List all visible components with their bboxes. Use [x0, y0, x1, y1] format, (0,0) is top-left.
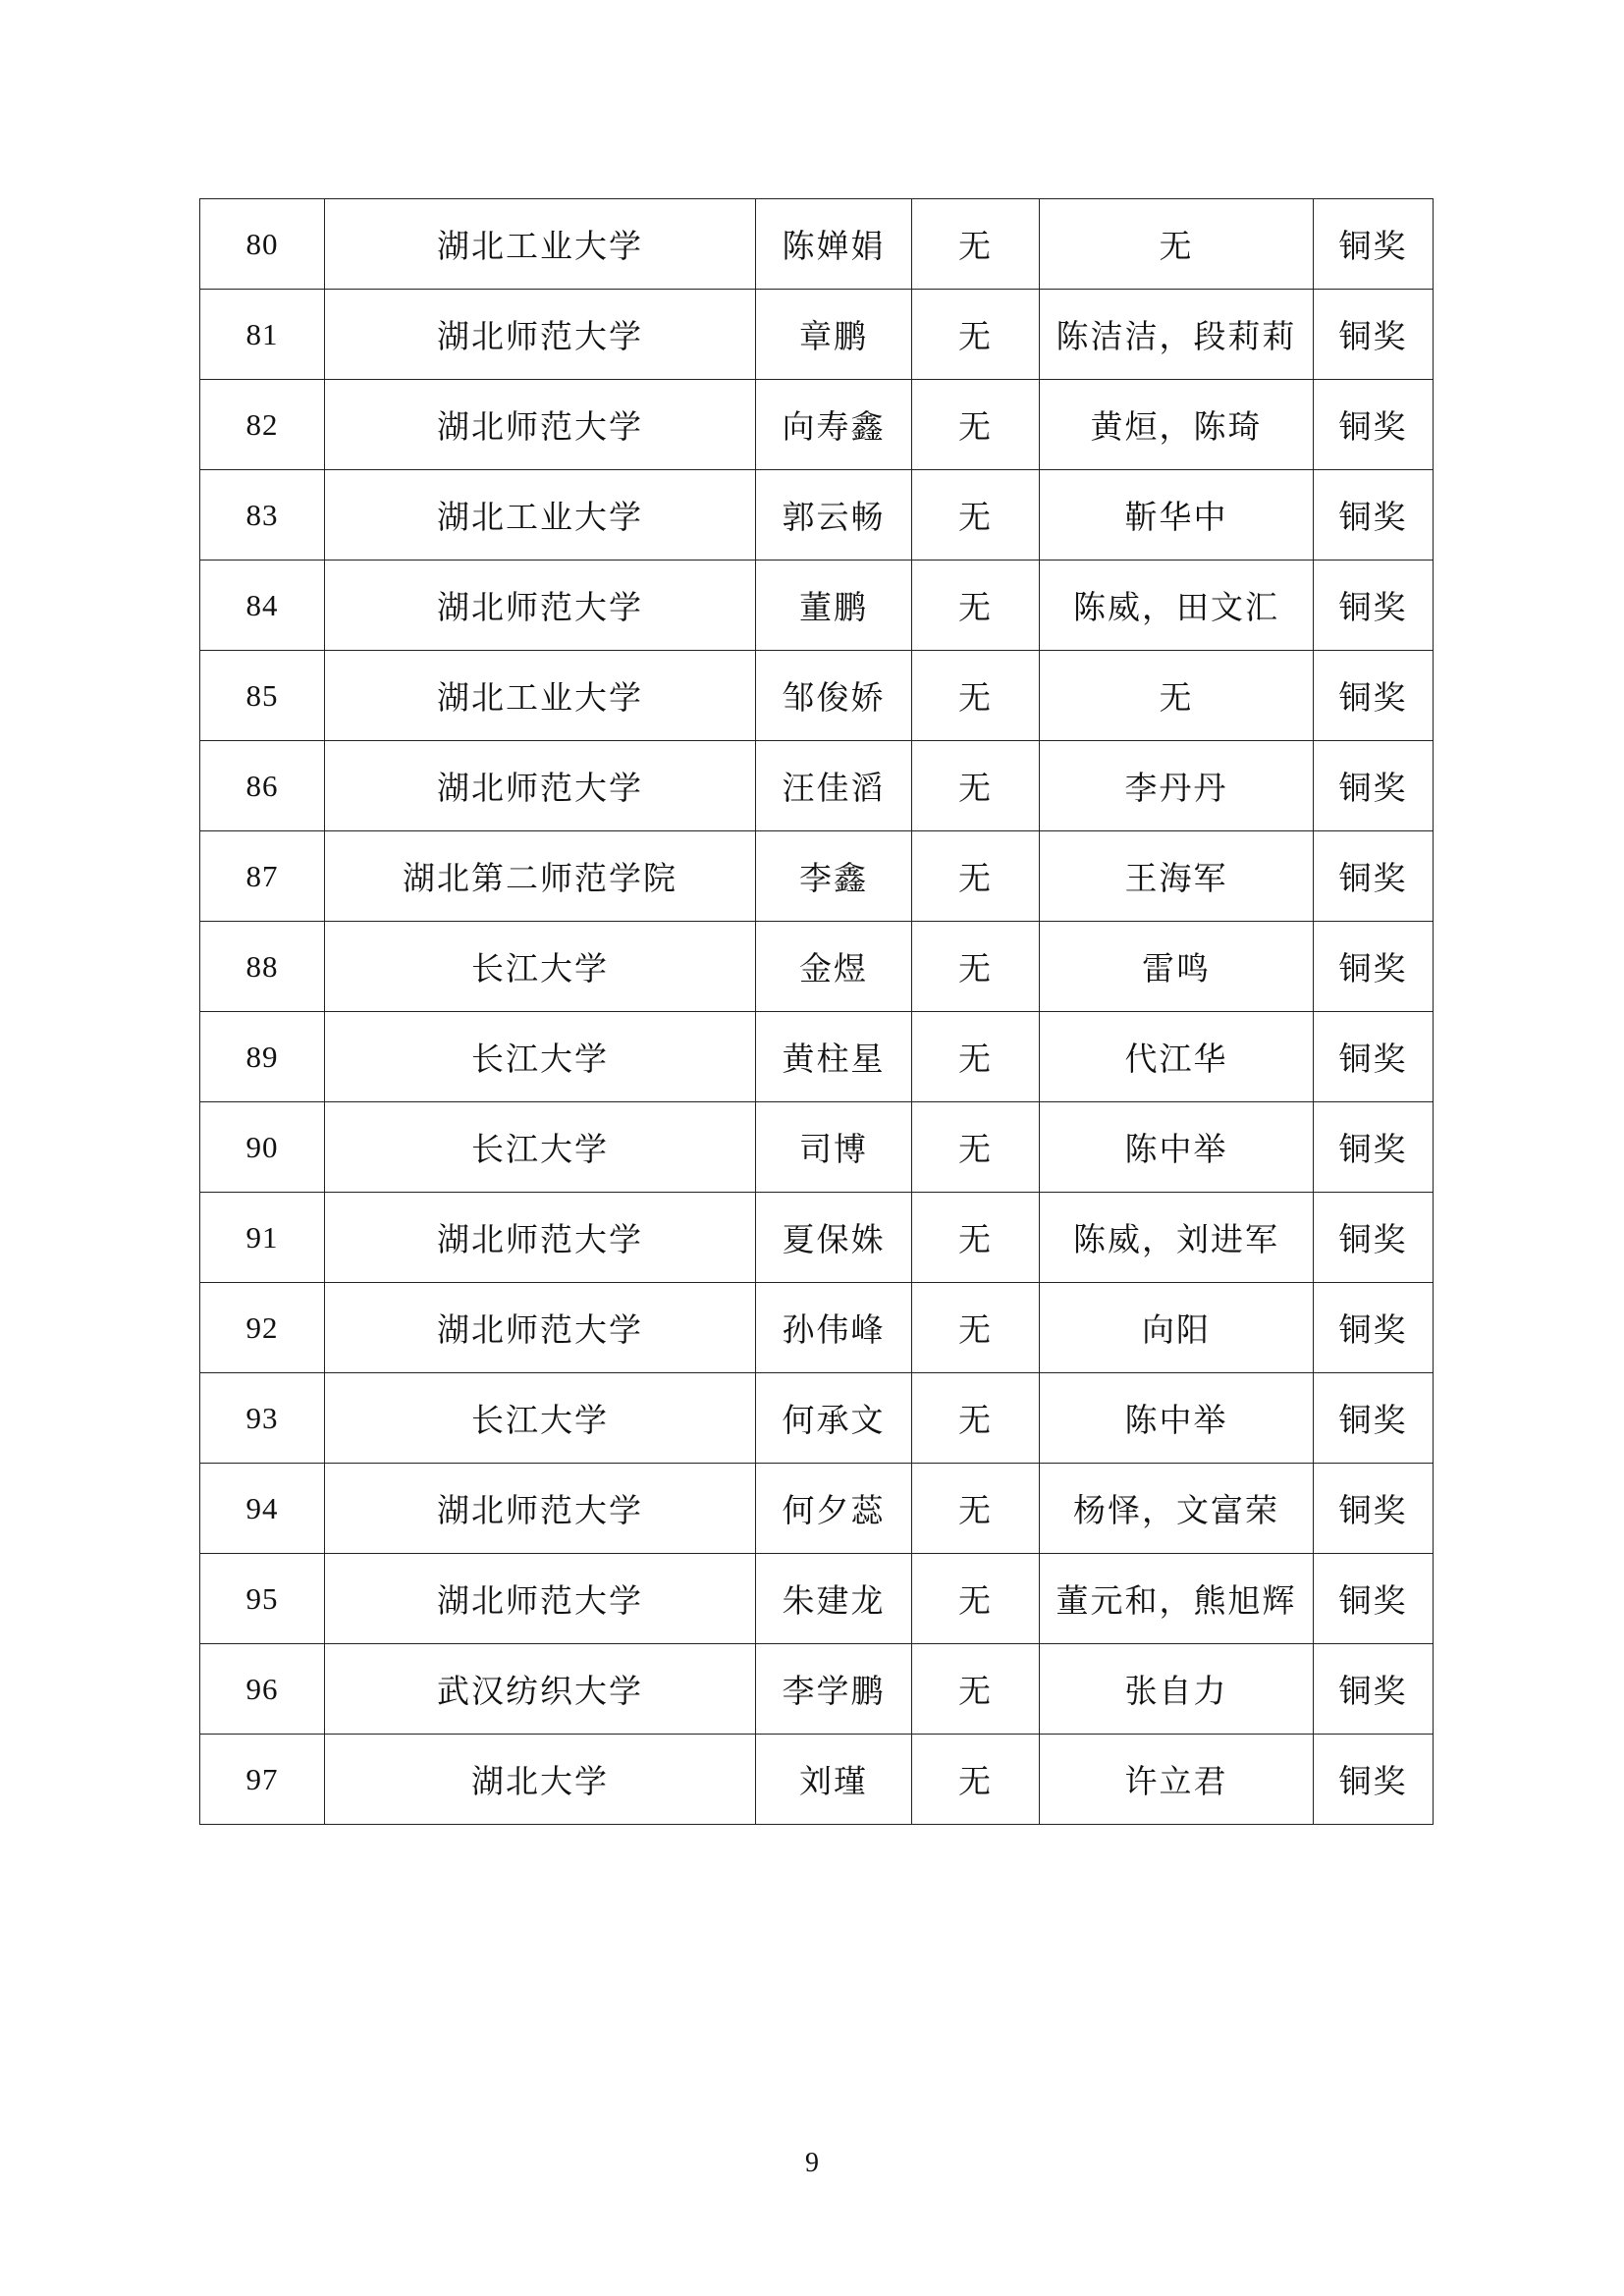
- cell-award: 铜奖: [1314, 831, 1434, 922]
- cell-award: 铜奖: [1314, 199, 1434, 290]
- cell-advisor: 王海军: [1040, 831, 1314, 922]
- cell-school: 湖北师范大学: [325, 1193, 756, 1283]
- cell-school: 武汉纺织大学: [325, 1644, 756, 1735]
- cell-advisor: 向阳: [1040, 1283, 1314, 1373]
- cell-col4: 无: [912, 380, 1040, 470]
- cell-advisor: 陈中举: [1040, 1102, 1314, 1193]
- table-row: [200, 1644, 1434, 1735]
- cell-col4: 无: [912, 1193, 1040, 1283]
- cell-number: 83: [200, 470, 325, 561]
- cell-col4: 无: [912, 561, 1040, 651]
- cell-award: 铜奖: [1314, 922, 1434, 1012]
- cell-number: 86: [200, 741, 325, 831]
- cell-award: 铜奖: [1314, 470, 1434, 561]
- cell-school: 湖北师范大学: [325, 1464, 756, 1554]
- table-row: [200, 922, 1434, 1012]
- cell-award: 铜奖: [1314, 1735, 1434, 1825]
- cell-school: 湖北师范大学: [325, 1283, 756, 1373]
- cell-school: 长江大学: [325, 1102, 756, 1193]
- cell-student: 何夕蕊: [756, 1464, 912, 1554]
- cell-award: 铜奖: [1314, 1554, 1434, 1644]
- table-row: [200, 1283, 1434, 1373]
- cell-col4: 无: [912, 1735, 1040, 1825]
- cell-award: 铜奖: [1314, 1464, 1434, 1554]
- cell-school: 湖北工业大学: [325, 470, 756, 561]
- table-row: [200, 1373, 1434, 1464]
- cell-student: 董鹏: [756, 561, 912, 651]
- cell-col4: 无: [912, 290, 1040, 380]
- cell-col4: 无: [912, 199, 1040, 290]
- cell-col4: 无: [912, 1644, 1040, 1735]
- cell-number: 89: [200, 1012, 325, 1102]
- cell-advisor: 无: [1040, 199, 1314, 290]
- cell-col4: 无: [912, 741, 1040, 831]
- cell-award: 铜奖: [1314, 741, 1434, 831]
- cell-award: 铜奖: [1314, 561, 1434, 651]
- cell-number: 95: [200, 1554, 325, 1644]
- table-row: [200, 1554, 1434, 1644]
- cell-school: 湖北师范大学: [325, 741, 756, 831]
- cell-number: 87: [200, 831, 325, 922]
- cell-student: 黄柱星: [756, 1012, 912, 1102]
- table-row: [200, 831, 1434, 922]
- cell-student: 陈婵娟: [756, 199, 912, 290]
- cell-student: 李学鹏: [756, 1644, 912, 1735]
- cell-advisor: 无: [1040, 651, 1314, 741]
- cell-award: 铜奖: [1314, 651, 1434, 741]
- table-row: [200, 199, 1434, 290]
- table-row: [200, 1464, 1434, 1554]
- cell-student: 夏保姝: [756, 1193, 912, 1283]
- cell-award: 铜奖: [1314, 290, 1434, 380]
- cell-number: 88: [200, 922, 325, 1012]
- table-row: [200, 380, 1434, 470]
- cell-col4: 无: [912, 1012, 1040, 1102]
- cell-col4: 无: [912, 831, 1040, 922]
- cell-advisor: 靳华中: [1040, 470, 1314, 561]
- cell-number: 96: [200, 1644, 325, 1735]
- cell-advisor: 代江华: [1040, 1012, 1314, 1102]
- cell-number: 80: [200, 199, 325, 290]
- cell-award: 铜奖: [1314, 1644, 1434, 1735]
- cell-school: 湖北师范大学: [325, 290, 756, 380]
- cell-award: 铜奖: [1314, 1102, 1434, 1193]
- cell-col4: 无: [912, 651, 1040, 741]
- table-row: [200, 290, 1434, 380]
- awards-table-body: [200, 199, 1434, 1825]
- cell-student: 李鑫: [756, 831, 912, 922]
- cell-number: 81: [200, 290, 325, 380]
- cell-advisor: 陈洁洁，段莉莉: [1040, 290, 1314, 380]
- cell-advisor: 陈中举: [1040, 1373, 1314, 1464]
- table-row: [200, 741, 1434, 831]
- cell-student: 章鹏: [756, 290, 912, 380]
- cell-col4: 无: [912, 1373, 1040, 1464]
- cell-col4: 无: [912, 470, 1040, 561]
- cell-school: 长江大学: [325, 922, 756, 1012]
- cell-advisor: 杨怿，文富荣: [1040, 1464, 1314, 1554]
- cell-student: 何承文: [756, 1373, 912, 1464]
- cell-number: 94: [200, 1464, 325, 1554]
- page-number: 9: [805, 2148, 819, 2178]
- cell-number: 97: [200, 1735, 325, 1825]
- cell-col4: 无: [912, 1464, 1040, 1554]
- cell-number: 92: [200, 1283, 325, 1373]
- cell-school: 湖北师范大学: [325, 1554, 756, 1644]
- cell-advisor: 许立君: [1040, 1735, 1314, 1825]
- cell-school: 湖北大学: [325, 1735, 756, 1825]
- cell-student: 郭云畅: [756, 470, 912, 561]
- cell-advisor: 董元和，熊旭辉: [1040, 1554, 1314, 1644]
- cell-student: 向寿鑫: [756, 380, 912, 470]
- cell-school: 湖北工业大学: [325, 651, 756, 741]
- table-row: [200, 1193, 1434, 1283]
- cell-student: 司博: [756, 1102, 912, 1193]
- cell-award: 铜奖: [1314, 1283, 1434, 1373]
- table-row: [200, 1012, 1434, 1102]
- table-row: [200, 651, 1434, 741]
- cell-col4: 无: [912, 922, 1040, 1012]
- cell-school: 湖北师范大学: [325, 561, 756, 651]
- cell-student: 金煜: [756, 922, 912, 1012]
- table-row: [200, 470, 1434, 561]
- cell-col4: 无: [912, 1283, 1040, 1373]
- table-row: [200, 1735, 1434, 1825]
- cell-number: 93: [200, 1373, 325, 1464]
- cell-award: 铜奖: [1314, 1012, 1434, 1102]
- cell-number: 84: [200, 561, 325, 651]
- table-row: [200, 561, 1434, 651]
- cell-student: 孙伟峰: [756, 1283, 912, 1373]
- cell-school: 长江大学: [325, 1012, 756, 1102]
- cell-student: 邹俊娇: [756, 651, 912, 741]
- cell-col4: 无: [912, 1102, 1040, 1193]
- cell-number: 90: [200, 1102, 325, 1193]
- cell-advisor: 李丹丹: [1040, 741, 1314, 831]
- cell-number: 91: [200, 1193, 325, 1283]
- cell-school: 长江大学: [325, 1373, 756, 1464]
- cell-advisor: 陈威，刘进军: [1040, 1193, 1314, 1283]
- cell-school: 湖北工业大学: [325, 199, 756, 290]
- cell-advisor: 黄烜，陈琦: [1040, 380, 1314, 470]
- cell-school: 湖北第二师范学院: [325, 831, 756, 922]
- cell-student: 朱建龙: [756, 1554, 912, 1644]
- table-row: [200, 1102, 1434, 1193]
- cell-award: 铜奖: [1314, 380, 1434, 470]
- cell-number: 82: [200, 380, 325, 470]
- awards-table: [199, 198, 1434, 1825]
- cell-advisor: 张自力: [1040, 1644, 1314, 1735]
- cell-student: 刘瑾: [756, 1735, 912, 1825]
- cell-school: 湖北师范大学: [325, 380, 756, 470]
- cell-award: 铜奖: [1314, 1193, 1434, 1283]
- cell-number: 85: [200, 651, 325, 741]
- cell-col4: 无: [912, 1554, 1040, 1644]
- cell-award: 铜奖: [1314, 1373, 1434, 1464]
- cell-student: 汪佳滔: [756, 741, 912, 831]
- cell-advisor: 陈威，田文汇: [1040, 561, 1314, 651]
- cell-advisor: 雷鸣: [1040, 922, 1314, 1012]
